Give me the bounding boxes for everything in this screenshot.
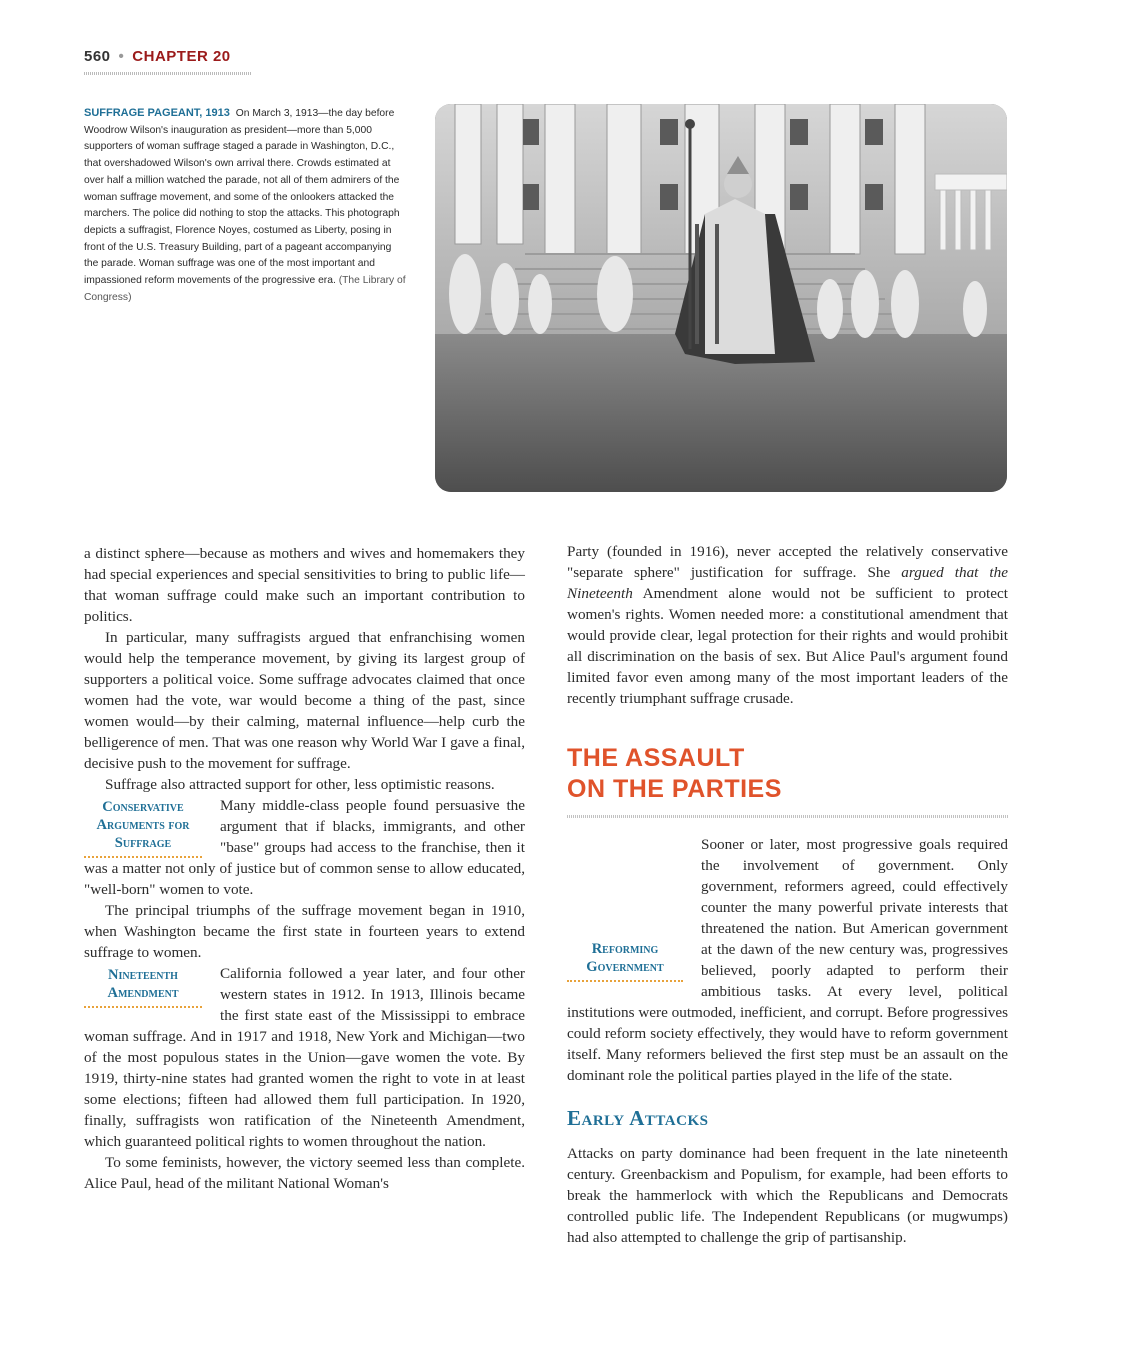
paragraph: Suffrage also attracted support for other, less optimistic reasons. xyxy=(105,776,495,793)
paragraph-with-note xyxy=(84,795,525,900)
margin-note-nineteenth-amendment: Nineteenth Amendment xyxy=(84,966,202,1008)
italic-text: argued that the Nineteenth xyxy=(567,564,1008,602)
paragraph-with-note xyxy=(567,834,1008,1086)
margin-note-conservative-arguments: Conservative Arguments for Suffrage xyxy=(84,798,202,858)
paragraph-with-note xyxy=(84,963,525,1152)
paragraph xyxy=(567,541,1008,709)
section-heading xyxy=(567,743,1008,805)
paragraph-text: Amendment alone would not be sufficient to protect women's rights. Women needed more: a constitutional amendment that would provide clear, legal protection for their rights and would prohibit all discrimination on the basis of sex. But Alice Paul's argument found limited favor even among many of the most important leaders of the recently triumphant suffrage crusade. xyxy=(567,585,1008,707)
chapter-label: CHAPTER 20 xyxy=(132,48,231,65)
caption-credit: (The Library of Congress) xyxy=(84,275,406,303)
suffrage-pageant-photo xyxy=(435,104,1007,492)
paragraph: Attacks on party dominance had been frequent in the late nineteenth century. Greenbackism and Populism, for example, had been efforts to break the hammerlock with which the Republicans and Democrats controlled public life. The Independent Republicans (or mugwumps) had also attempted to challenge the grip of partisanship. xyxy=(567,1145,1008,1246)
paragraph-continuation: California followed a year later, and four other western states in 1912. In 1913, Illinois became the first state east of the Mississippi to embrace woman suffrage. And in 1917 and 1918, New York and Michigan—two of the most populous states in the Union—gave women the vote. By 1919, thirty-nine states had granted women the right to vote in at least some elections; fifteen had allowed them full participation. In 1920, finally, suffragists won ratification of the Nineteenth Amendment, which guaranteed political rights to women throughout the nation. xyxy=(84,965,525,1150)
section-heading-line: THE ASSAULT xyxy=(567,744,745,772)
paragraph: a distinct sphere—because as mothers and wives and homemakers they had special experiences and special sensitivities to bring to public life—that woman suffrage could make such an important contribution to politics. xyxy=(84,545,525,625)
paragraph: The principal triumphs of the suffrage movement began in 1910, when Washington became the first state in fourteen years to extend suffrage to women. xyxy=(84,902,525,961)
paragraph-text: Sooner or later, most progressive goals required the involvement of government. Only government, reformers agreed, could effectively counter the many powerful private interests that threatened the nation. But American government at the dawn of the new century was, progressives believed, poorly adapted to perform their ambitious tasks. At every level, political institutions were outmoded, inefficient, and corrupt. Before progressives could reform society effectively, they would have to reform government itself. Many reformers believed the first step must be an assault on the dominant role the political parties played in the life of the state. xyxy=(567,836,1008,1084)
text-column-right xyxy=(567,541,1008,1248)
paragraph-continuation: Many middle-class people found persuasive the argument that if blacks, immigrants, and other "base" groups had access to the franchise, then it was a matter not only of justice but of common sense to allow educated, "well-born" women to vote. xyxy=(84,797,525,898)
paragraph-text: Party (founded in 1916), never accepted the relatively conservative "separate sphere" justification for suffrage. She xyxy=(567,543,1008,581)
page-number: 560 xyxy=(84,48,111,65)
paragraph: In particular, many suffragists argued that enfranchising women would help the temperance movement, by giving its largest group of supporters a political voice. Some suffrage advocates claimed that once women had the vote, war would become a thing of the past, since women would—by their calming, maternal influence—help curb the belligerence of men. That was one reason why World War I gave a final, decisive push to the movement for suffrage. xyxy=(84,629,525,772)
caption-title: SUFFRAGE PAGEANT, 1913 xyxy=(84,107,230,119)
photo-caption xyxy=(84,105,406,306)
photo-illustration xyxy=(435,104,1007,492)
margin-note-reforming-government: Reforming Government xyxy=(567,940,683,982)
section-heading-line: ON THE PARTIES xyxy=(567,775,782,803)
running-header xyxy=(84,48,231,65)
paragraph: To some feminists, however, the victory seemed less than complete. Alice Paul, head of the militant National Woman's xyxy=(84,1154,525,1192)
text-column-left xyxy=(84,543,525,1194)
header-rule xyxy=(84,72,252,75)
header-separator: • xyxy=(118,48,125,65)
caption-text: On March 3, 1913—the day before Woodrow Wilson's inauguration as president—more than 5,000 supporters of woman suffrage staged a parade in Washington, D.C., that overshadowed Wilson's own arrival there. Crowds estimated at over half a million watched the parade, not all of them admirers of the woman suffrage movement, and some of the onlookers attacked the marchers. The police did nothing to stop the attacks. This photograph depicts a suffragist, Florence Noyes, costumed as Liberty, posing in front of the U.S. Treasury Building, part of a pageant accompanying the parade. Woman suffrage was one of the most important and impassioned reform movements of the progressive era. xyxy=(84,108,400,287)
subsection-heading: Early Attacks xyxy=(567,1106,709,1130)
section-rule xyxy=(567,815,1008,818)
